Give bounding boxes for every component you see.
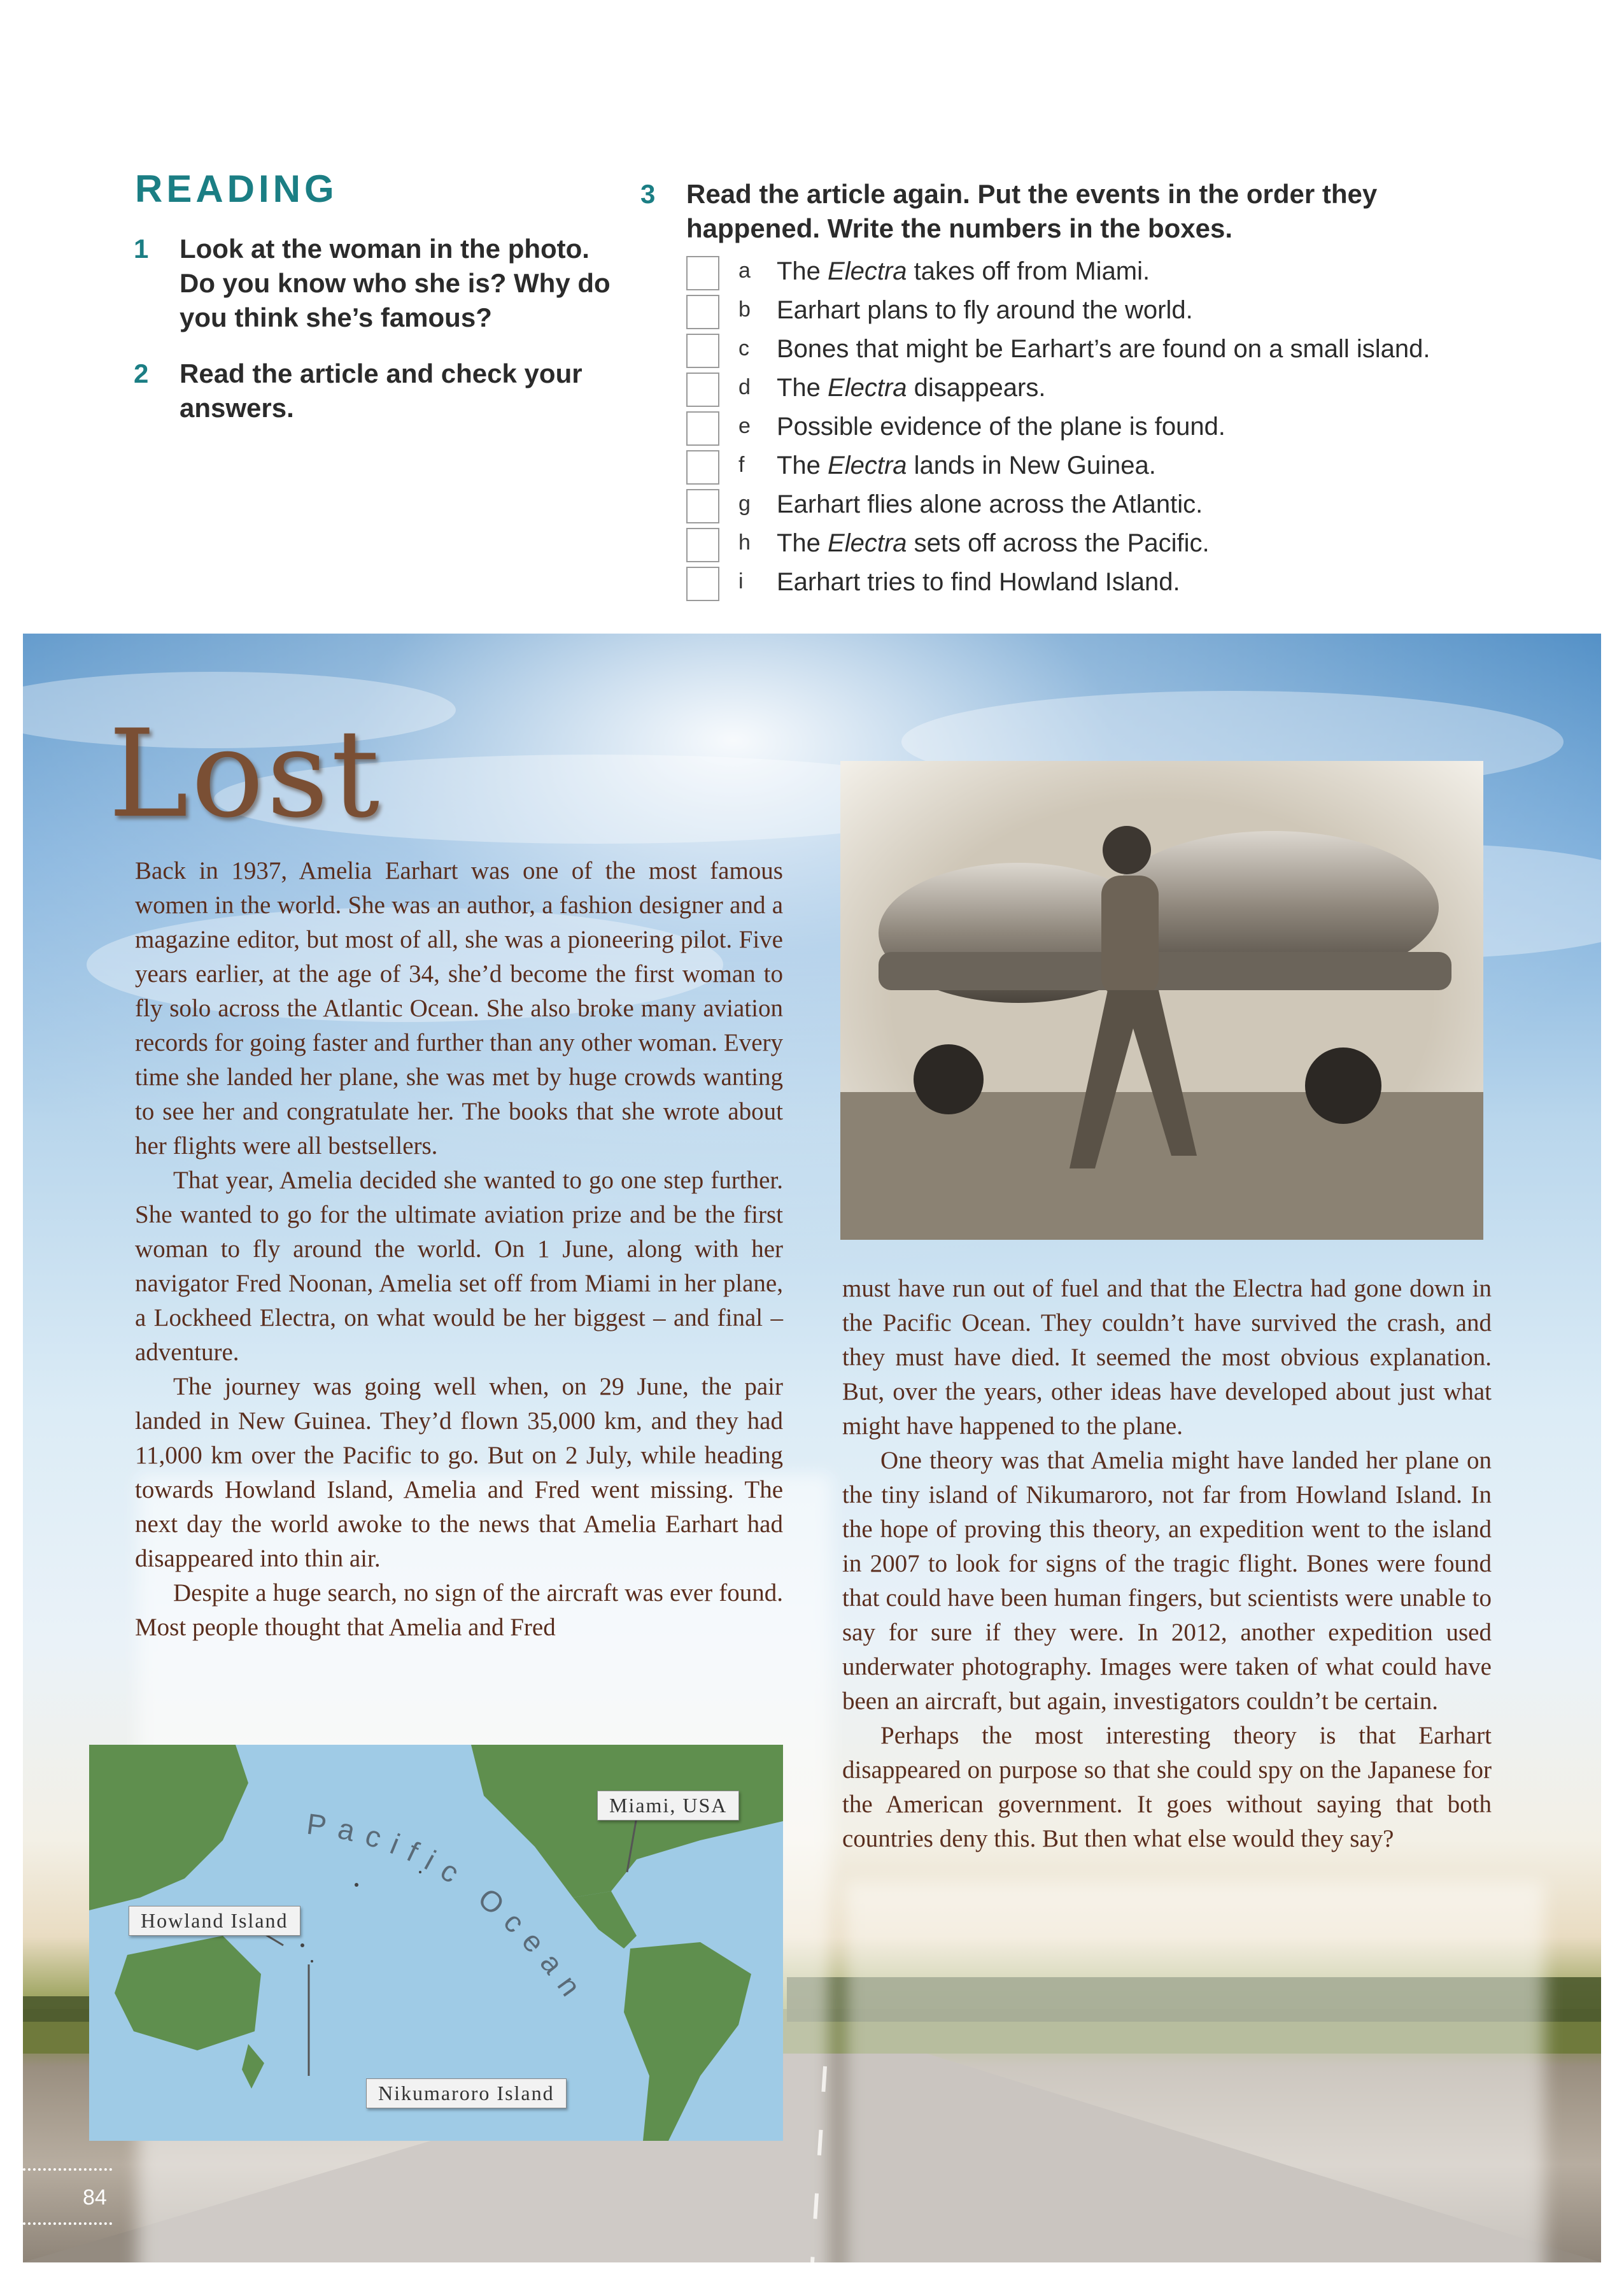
answer-box[interactable] — [686, 450, 719, 485]
article-paragraph: Perhaps the most interesting theory is that Earhart disappeared on purpose so that she could spy on the Japanese for the American government. It goes without saying that both countries deny this. But then what else would they say? — [842, 1722, 1492, 1852]
pacific-ocean-text: Pacific Ocean — [304, 1808, 595, 2012]
event-letter: b — [738, 297, 751, 322]
answer-box[interactable] — [686, 567, 719, 601]
page-number-dots-top — [23, 2168, 112, 2171]
page-number-dots-bottom — [23, 2222, 112, 2225]
event-letter: f — [738, 453, 745, 477]
article-paragraph: must have run out of fuel and that the Electra had gone down in the Pacific Ocean. They couldn’t have survived the crash, and they must have died. It seemed the most obvious explanation. But, over the years, other ideas have developed about just what might have happened to the plane. — [842, 1275, 1492, 1440]
question-3 — [640, 177, 1514, 246]
event-text: Possible evidence of the plane is found. — [777, 413, 1225, 441]
question-3-text: Read the article again. Put the events in the order they happened. Write the numbers in the boxes. — [686, 179, 1378, 243]
event-letter: c — [738, 336, 749, 360]
event-letter: h — [738, 530, 751, 555]
question-1-number: 1 — [134, 234, 149, 264]
event-letter: g — [738, 492, 751, 516]
question-2 — [134, 357, 612, 425]
question-1-text: Look at the woman in the photo. Do you know who she is? Why do you think she’s famous? — [180, 234, 611, 332]
answer-box[interactable] — [686, 373, 719, 407]
article-paragraph: One theory was that Amelia might have landed her plane on the tiny island of Nikumaroro, not far from Howland Island. In the hope of proving this theory, an expedition went to the island in 2007 to look for signs of the tragic flight. Bones were found that could have been human fingers, but scientists were unable to say for sure if they were. In 2012, another expedition used underwater photography. Images were taken of what could have been an aircraft, but again, investigators couldn’t be certain. — [842, 1447, 1492, 1715]
article-paragraph: That year, Amelia decided she wanted to go one step further. She wanted to go for the ultimate aviation prize and be the first woman to fly around the world. On 1 June, along with her navigator Fred Noonan, Amelia set off from Miami in her plane, a Lockheed Electra, on what would be her biggest – and final – adventure. — [135, 1167, 783, 1366]
article-right-column — [842, 1272, 1492, 1856]
pacific-ocean-label — [299, 1808, 630, 2012]
article-paragraph: Back in 1937, Amelia Earhart was one of the most famous women in the world. She was an author, a fashion designer and a magazine editor, but most of all, she was a pioneering pilot. Five years earlier, at the age of 34, she’d become the first woman to fly solo across the Atlantic Ocean. She also broke many aviation records for going faster and further than any other woman. Every time she landed her plane, she was met by huge crowds wanting to see her and congratulate her. The books that she wrote about her flights were all bestsellers. — [135, 857, 783, 1160]
map-label-nikumaroro: Nikumaroro Island — [366, 2078, 567, 2108]
page-number: 84 — [83, 2185, 107, 2210]
question-3-number: 3 — [640, 179, 656, 209]
reading-heading: READING — [135, 167, 338, 210]
event-text: The Electra takes off from Miami. — [777, 257, 1150, 285]
question-2-number: 2 — [134, 359, 149, 388]
event-text: The Electra sets off across the Pacific. — [777, 529, 1210, 557]
event-text: Earhart plans to fly around the world. — [777, 296, 1193, 324]
article-title: Lost — [108, 704, 383, 844]
event-text: The Electra disappears. — [777, 374, 1046, 402]
amelia-earhart-photo — [840, 761, 1483, 1240]
question-2-text: Read the article and check your answers. — [180, 359, 583, 423]
answer-box[interactable] — [686, 411, 719, 446]
svg-text:Pacific Ocean — [305, 1808, 594, 2012]
event-text: Earhart flies alone across the Atlantic. — [777, 490, 1203, 518]
event-letter: i — [738, 569, 744, 593]
event-letter: e — [738, 414, 751, 438]
answer-box[interactable] — [686, 489, 719, 523]
event-letter: d — [738, 375, 751, 399]
article-paragraph: The journey was going well when, on 29 June, the pair landed in New Guinea. They’d flown 35,000 km, and they had 11,000 km over the Pacific to go. But on 2 July, while heading towards Howland Island, Amelia and Fred went missing. The next day the world awoke to the news that Amelia Earhart had disappeared into thin air. — [135, 1373, 783, 1572]
answer-box[interactable] — [686, 256, 719, 290]
map-label-howland: Howland Island — [129, 1906, 300, 1936]
right-column-backdrop — [844, 1882, 1544, 2262]
event-text: Bones that might be Earhart’s are found on a small island. — [777, 335, 1430, 363]
map-label-miami: Miami, USA — [597, 1791, 739, 1821]
answer-box[interactable] — [686, 528, 719, 562]
article-paragraph: Despite a huge search, no sign of the aircraft was ever found. Most people thought that Amelia and Fred — [135, 1579, 783, 1641]
event-text: The Electra lands in New Guinea. — [777, 451, 1156, 479]
article-left-column — [135, 854, 783, 1645]
question-1 — [134, 232, 612, 335]
event-letter: a — [738, 259, 751, 283]
event-text: Earhart tries to find Howland Island. — [777, 568, 1180, 596]
answer-box[interactable] — [686, 295, 719, 329]
answer-box[interactable] — [686, 334, 719, 368]
